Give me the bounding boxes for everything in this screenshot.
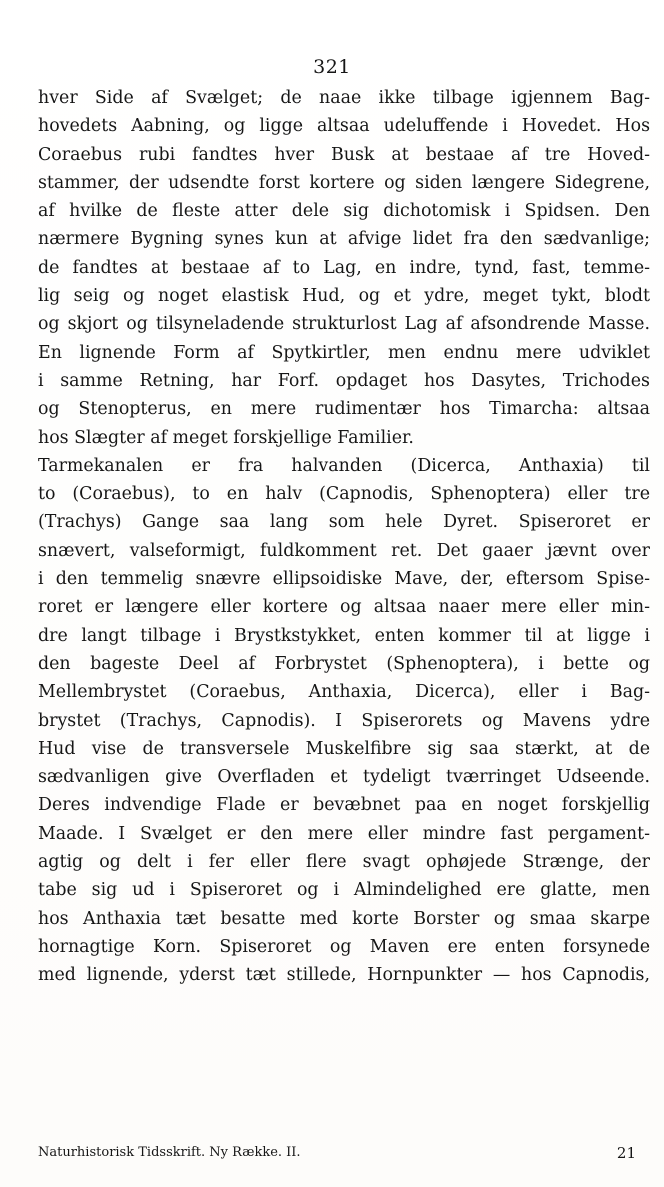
text-line: Deres indvendige Flade er bevæbnet paa en noget forskjellig (38, 795, 650, 816)
text-line: hornagtige Korn. Spiseroret og Maven ere enten forsynede (38, 936, 650, 957)
text-line: stammer, der udsendte forst kortere og siden længere Sidegrene, (38, 172, 650, 193)
text-line: Hud vise de transversele Muskelfibre sig saa stærkt, at de (38, 738, 650, 759)
text-line: Tarmekanalen er fra halvanden (Dicerca, Anthaxia) til (38, 455, 650, 476)
text-line: Coraebus rubi fandtes hver Busk at bestaae af tre Hoved- (38, 144, 650, 165)
text-line: dre langt tilbage i Brystkstykket, enten kommer til at ligge i (38, 625, 650, 646)
text-line: med lignende, yderst tæt stillede, Hornpunkter — hos Capnodis, (38, 965, 650, 986)
text-line: snævert, valseformigt, fuldkomment ret. Det gaaer jævnt over (38, 540, 650, 561)
text-line: Mellembrystet (Coraebus, Anthaxia, Dicerca), eller i Bag- (38, 682, 650, 703)
page-footer (38, 1142, 636, 1164)
text-line: lig seig og noget elastisk Hud, og et ydre, meget tykt, blodt (38, 286, 650, 307)
paragraph-end-line: hos Slægter af meget forskjellige Familier. (38, 427, 414, 448)
text-line: og Stenopterus, en mere rudimentær hos Timarcha: altsaa (38, 399, 650, 420)
text-line: roret er længere eller kortere og altsaa naaer mere eller min- (38, 597, 650, 618)
text-line: den bageste Deel af Forbrystet (Sphenoptera), i bette og (38, 653, 650, 674)
text-line: og skjort og tilsyneladende strukturlost Lag af afsondrende Masse. (38, 314, 650, 335)
journal-signature: Naturhistorisk Tidsskrift. Ny Række. II. (38, 1145, 301, 1160)
text-line: i den temmelig snævre ellipsoidiske Mave, der, eftersom Spise- (38, 569, 650, 590)
text-line: brystet (Trachys, Capnodis). I Spiserorets og Mavens ydre (38, 710, 650, 731)
text-line: tabe sig ud i Spiseroret og i Almindelighed ere glatte, men (38, 880, 650, 901)
text-line: nærmere Bygning synes kun at afvige lidet fra den sædvanlige; (38, 229, 650, 250)
text-line: i samme Retning, har Forf. opdaget hos Dasytes, Trichodes (38, 370, 650, 391)
text-line: agtig og delt i fer eller flere svagt ophøjede Strænge, der (38, 852, 650, 873)
text-line: to (Coraebus), to en halv (Capnodis, Sphenoptera) eller tre (38, 484, 650, 505)
text-line: hovedets Aabning, og ligge altsaa udeluffende i Hovedet. Hos (38, 116, 650, 137)
sheet-signature: 21 (616, 1144, 636, 1162)
text-line: Maade. I Svælget er den mere eller mindre fast pergament- (38, 823, 650, 844)
text-line: hos Anthaxia tæt besatte med korte Borster og smaa skarpe (38, 908, 650, 929)
body-text (38, 84, 650, 990)
text-line: de fandtes at bestaae af to Lag, en indre, tynd, fast, temme- (38, 257, 650, 278)
text-line: sædvanligen give Overfladen et tydeligt tværringet Udseende. (38, 767, 650, 788)
text-line: En lignende Form af Spytkirtler, men endnu mere udviklet (38, 342, 650, 363)
page-number: 321 (313, 56, 351, 78)
text-line: af hvilke de fleste atter dele sig dichotomisk i Spidsen. Den (38, 201, 650, 222)
text-line: hver Side af Svælget; de naae ikke tilbage igjennem Bag- (38, 88, 650, 108)
text-line: (Trachys) Gange saa lang som hele Dyret. Spiseroret er (38, 512, 650, 533)
